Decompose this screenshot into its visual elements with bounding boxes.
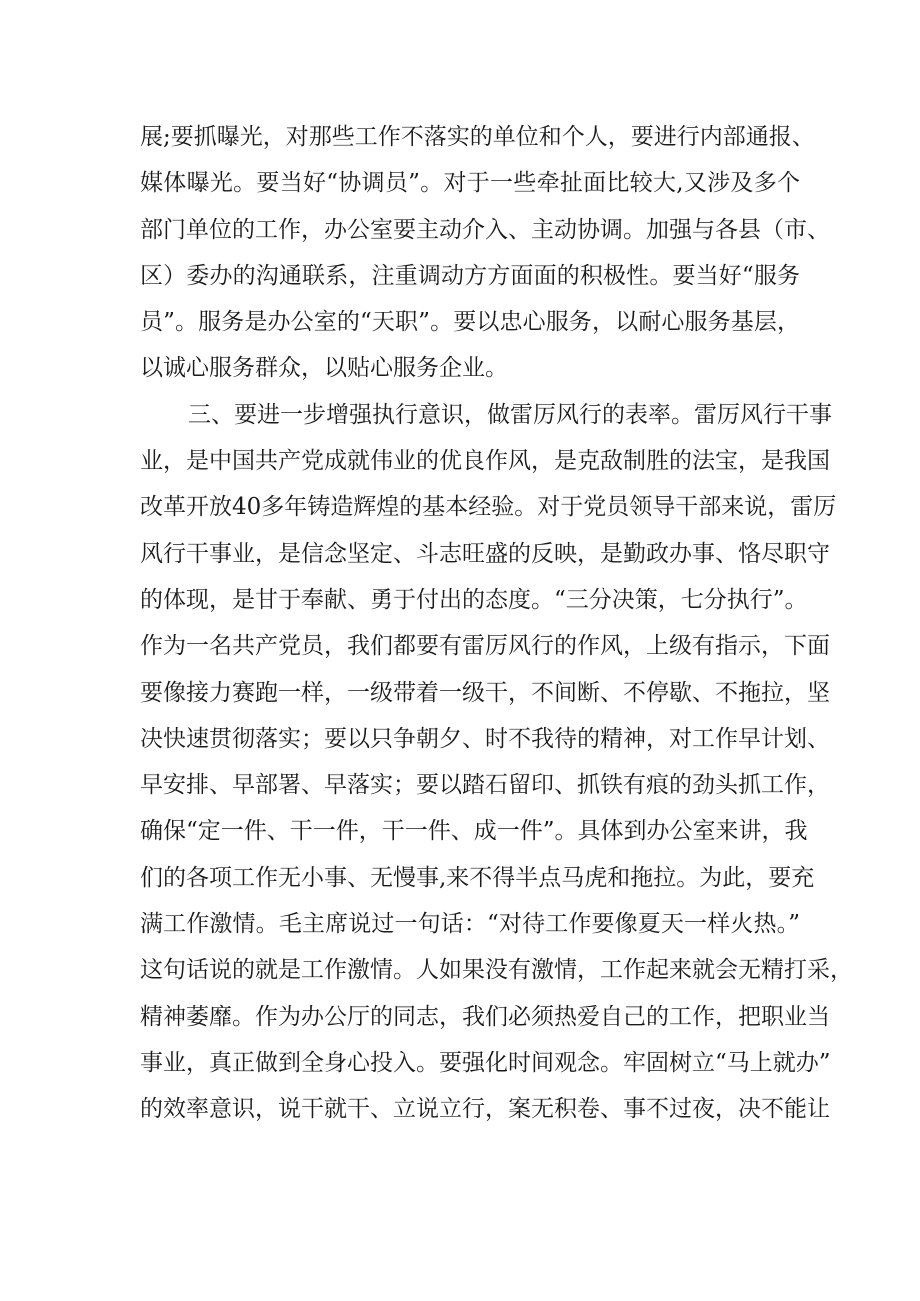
paragraph-1-line: 部门单位的工作，办公室要主动介入、主动协调。加强与各县（市、	[140, 216, 830, 243]
paragraph-2-line: 满工作激情。毛主席说过一句话：“对待工作要像夏天一样火热。”	[140, 911, 800, 938]
paragraph-2-line: 改革开放40多年铸造辉煌的基本经验。对于党员领导干部来说，雷厉	[140, 494, 837, 521]
paragraph-2-line: 要像接力赛跑一样，一级带着一级干，不间断、不停歇、不拖拉，坚	[140, 679, 830, 706]
paragraph-2-line: 风行干事业，是信念坚定、斗志旺盛的反映，是勤政办事、恪尽职守	[140, 540, 830, 567]
paragraph-1	[140, 114, 830, 392]
paragraph-1-line: 区）委办的沟通联系，注重调动方方面面的积极性。要当好“服务	[140, 262, 800, 289]
paragraph-2-line: 们的各项工作无小事、无慢事,来不得半点马虎和拖拉。为此，要充	[140, 864, 815, 891]
paragraph-2-line: 决快速贯彻落实；要以只争朝夕、时不我待的精神，对工作早计划、	[140, 725, 830, 752]
paragraph-1-line: 员”。服务是办公室的“天职”。要以忠心服务，以耐心服务基层，	[140, 309, 800, 336]
document-body	[140, 114, 853, 1133]
paragraph-2-line: 确保“定一件、干一件，干一件、成一件”。具体到办公室来讲，我	[140, 818, 808, 845]
paragraph-2-line: 的效率意识，说干就干、立说立行，案无积卷、事不过夜，决不能让	[140, 1096, 830, 1123]
paragraph-2-line: 精神萎靡。作为办公厅的同志，我们必须热爱自己的工作，把职业当	[140, 1003, 830, 1030]
paragraph-2-line: 这句话说的就是工作激情。人如果没有激情，工作起来就会无精打采，	[140, 957, 853, 984]
paragraph-1-line: 展;要抓曝光，对那些工作不落实的单位和个人，要进行内部通报、	[140, 124, 815, 150]
paragraph-1-line: 以诚心服务群众，以贴心服务企业。	[140, 355, 508, 382]
paragraph-2-line: 三、要进一步增强执行意识，做雷厉风行的表率。雷厉风行干事	[188, 401, 832, 428]
paragraph-2	[140, 392, 853, 1133]
paragraph-2-line: 早安排、早部署、早落实；要以踏石留印、抓铁有痕的劲头抓工作，	[140, 772, 830, 799]
paragraph-2-line: 作为一名共产党员，我们都要有雷厉风行的作风，上级有指示，下面	[140, 633, 830, 660]
paragraph-1-line: 媒体曝光。要当好“协调员”。对于一些牵扯面比较大,又涉及多个	[140, 170, 800, 197]
paragraph-2-line: 的体现，是甘于奉献、勇于付出的态度。“三分决策，七分执行”。	[140, 586, 808, 613]
paragraph-2-line: 事业，真正做到全身心投入。要强化时间观念。牢固树立“马上就办”	[140, 1049, 831, 1076]
paragraph-2-line: 业，是中国共产党成就伟业的优良作风，是克敌制胜的法宝，是我国	[140, 448, 830, 475]
